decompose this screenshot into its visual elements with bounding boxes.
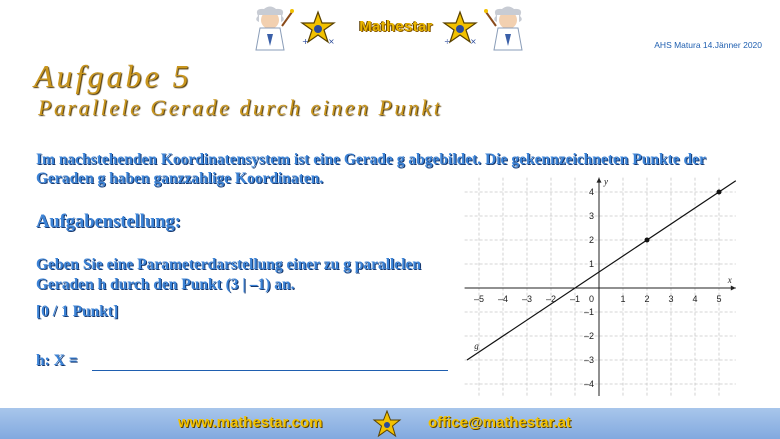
answer-label: h: X = — [36, 352, 78, 369]
exam-label: AHS Matura 14.Jänner 2020 — [654, 40, 762, 50]
x-axis-arrow — [731, 286, 736, 291]
star-icon — [372, 410, 402, 438]
coordinate-graph — [455, 175, 755, 403]
y-tick-label: 3 — [588, 211, 594, 221]
x-tick-label: –5 — [473, 294, 485, 304]
y-tick-label: 2 — [588, 235, 594, 245]
line-g — [467, 181, 736, 360]
intro-text: Im nachstehenden Koordinatensystem ist eine Gerade g abgebildet. Die gekennzeichneten Punkte der Geraden g haben ganzzahlige Koordinaten. — [36, 151, 706, 187]
y-tick-label: 4 — [588, 187, 594, 197]
x-tick-label: 2 — [644, 294, 650, 304]
page-title: Aufgabe 5 — [34, 58, 192, 94]
website-link[interactable]: www.mathestar.com — [178, 414, 323, 431]
x-tick-label: 4 — [692, 294, 698, 304]
y-tick-label: 1 — [588, 259, 594, 269]
line-g-label: g — [474, 341, 479, 352]
origin-label: 0 — [588, 294, 594, 304]
svg-text:÷: ÷ — [444, 37, 451, 46]
y-tick-label: –2 — [583, 331, 594, 341]
x-tick-label: –4 — [497, 294, 509, 304]
marked-point — [717, 190, 722, 195]
y-tick-label: –1 — [583, 307, 594, 317]
star-icon — [300, 10, 336, 46]
task-heading: Aufgabenstellung: — [36, 212, 181, 232]
x-tick-label: 5 — [716, 294, 722, 304]
brand-name: Mathestar — [359, 18, 433, 35]
star-icon — [442, 10, 478, 46]
x-tick-label: 3 — [668, 294, 674, 304]
y-axis-arrow — [597, 178, 602, 183]
answer-input-line[interactable] — [92, 370, 448, 371]
x-tick-label: –3 — [521, 294, 533, 304]
page-subtitle: Parallele Gerade durch einen Punkt — [38, 95, 443, 120]
svg-text:×: × — [470, 37, 477, 46]
points-label: [0 / 1 Punkt] — [36, 303, 119, 320]
brand-logo[interactable] — [250, 4, 530, 52]
y-tick-label: –4 — [583, 379, 594, 389]
wizard-icon — [250, 6, 294, 52]
task-text: Geben Sie eine Parameterdarstellung einer zu g parallelen Geraden h durch den Punkt (3 | ‒1) an. — [36, 256, 421, 293]
y-tick-label: –3 — [583, 355, 594, 365]
y-axis-label: y — [604, 176, 608, 187]
email-link[interactable]: office@mathestar.at — [428, 414, 572, 431]
x-tick-label: –1 — [569, 294, 581, 304]
svg-text:×: × — [328, 37, 335, 46]
header — [0, 0, 780, 58]
svg-text:+: + — [302, 37, 309, 46]
x-tick-label: 1 — [620, 294, 626, 304]
marked-point — [645, 238, 650, 243]
wizard-icon — [484, 6, 528, 52]
x-tick-label: –2 — [545, 294, 557, 304]
footer — [0, 408, 780, 439]
x-axis-label: x — [727, 275, 732, 285]
